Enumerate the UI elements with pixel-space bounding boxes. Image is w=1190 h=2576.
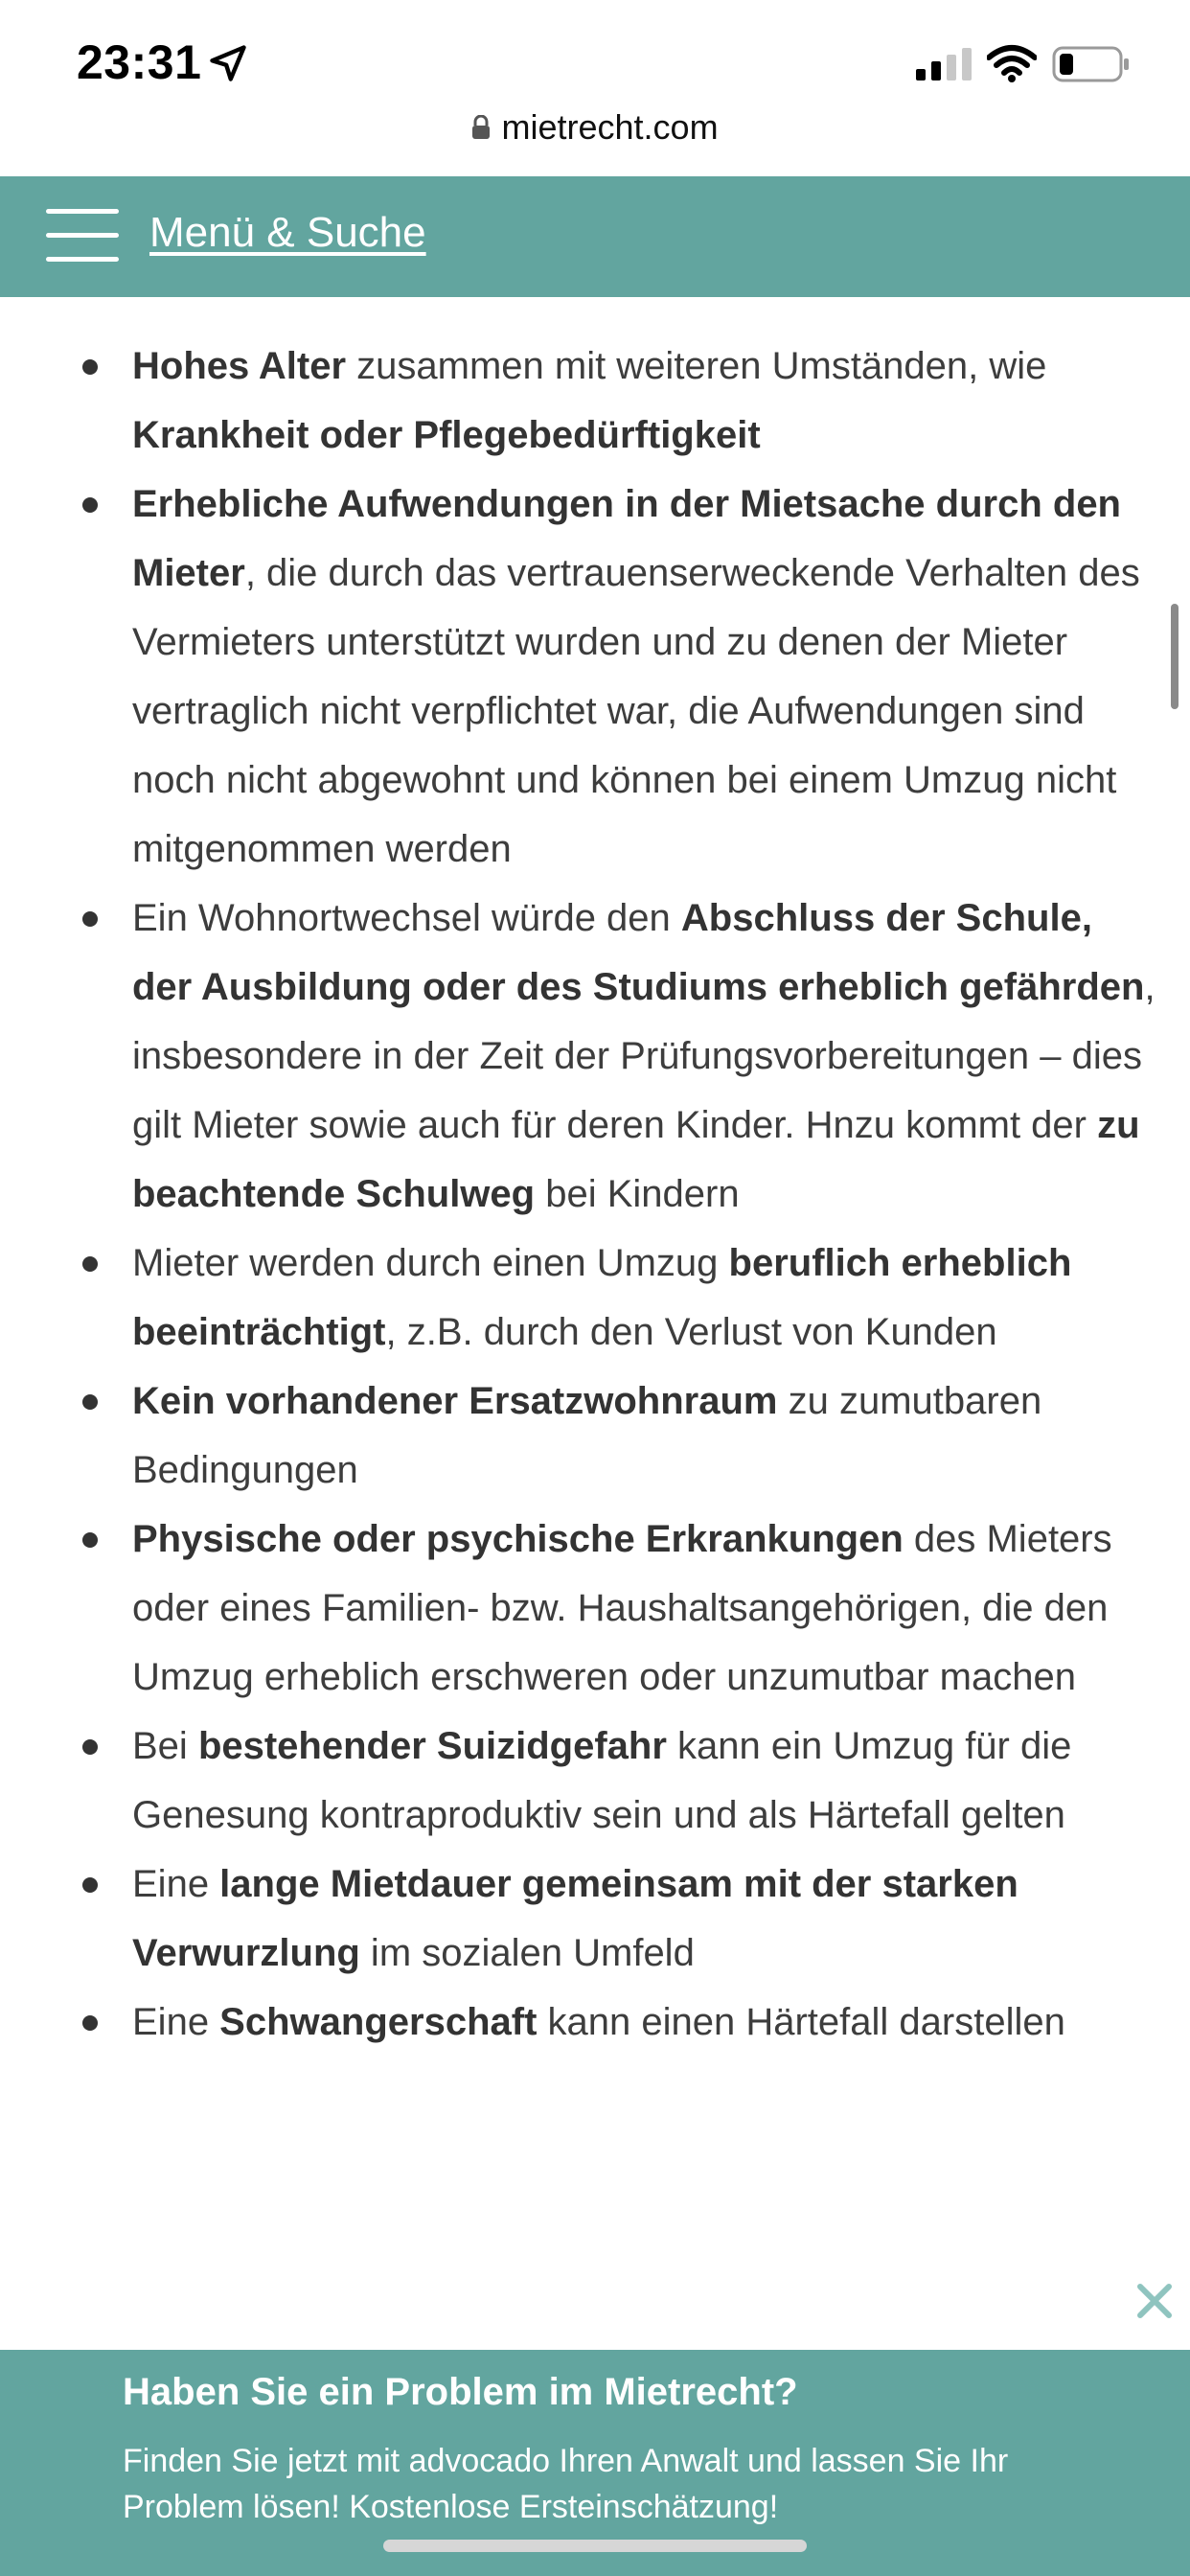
close-icon[interactable] — [1133, 2279, 1177, 2323]
status-bar — [0, 0, 1190, 147]
status-time: 23:31 — [77, 35, 202, 89]
bullet-icon — [82, 2015, 98, 2031]
list-item — [0, 470, 1190, 884]
list-item — [0, 1505, 1190, 1712]
list-item — [0, 1229, 1190, 1367]
text: bei Kindern — [535, 1173, 740, 1215]
location-arrow-icon — [207, 42, 249, 84]
bold-text: Krankheit oder Pflegebedürftigkeit — [132, 414, 761, 456]
text: zusammen mit weiteren Umständen, wie — [346, 345, 1047, 387]
text: des Mieters oder eines Familien- bzw. Haushaltsangehörigen, die den Umzug erheblich erschweren oder unzumutbar machen — [132, 1518, 1112, 1698]
text: Eine — [132, 1863, 220, 1905]
text: Bei — [132, 1725, 198, 1767]
bullet-icon — [82, 359, 98, 375]
banner-text: Finden Sie jetzt mit advocado Ihren Anwalt und lassen Sie Ihr Problem lösen! Kostenlose Ersteinschätzung! — [123, 2443, 1009, 2525]
hardship-list — [0, 332, 1190, 2057]
bold-text: Hohes Alter — [132, 345, 347, 387]
text: Eine — [132, 2001, 220, 2043]
list-item — [0, 884, 1190, 1229]
bold-text: Abschluss der Schule, der Ausbildung oder des Studiums erheblich gefährden — [132, 897, 1145, 1008]
bold-text: bestehender Suizidgefahr — [197, 1725, 667, 1767]
text: , die durch das vertrauenserweckende Verhalten des Vermieters unterstützt wurden und zu denen der Mieter vertraglich nicht verpflichtet war, die Aufwendungen sind noch nicht abgewohnt und können bei einem Umzug nicht mitgenommen werden — [132, 552, 1140, 870]
hamburger-menu-icon[interactable] — [46, 209, 119, 264]
home-indicator — [383, 2540, 807, 2552]
text: , insbesondere in der Zeit der Prüfungsvorbereitungen – dies gilt Mieter sowie auch für deren Kinder. Hnzu kommt der — [132, 966, 1156, 1146]
bold-text: Kein vorhandener Ersatzwohnraum — [132, 1380, 778, 1422]
bold-text: Physische oder psychische Erkrankungen — [132, 1518, 904, 1560]
bullet-icon — [82, 1532, 98, 1548]
lock-icon — [471, 115, 491, 140]
text: zu zumutbaren Bedingungen — [132, 1380, 1042, 1491]
menu-search-link[interactable]: Menü & Suche — [149, 209, 426, 256]
text: kann einen Härtefall darstellen — [537, 2001, 1065, 2043]
url-text: mietrecht.com — [501, 107, 719, 147]
list-item — [0, 1988, 1190, 2057]
bullet-icon — [82, 497, 98, 513]
bullet-icon — [82, 911, 98, 927]
text: kann ein Umzug für die Genesung kontraproduktiv sein und als Härtefall gelten — [132, 1725, 1072, 1836]
list-item — [0, 1850, 1190, 1988]
list-item — [0, 1367, 1190, 1505]
address-bar[interactable] — [0, 107, 1190, 174]
text: Mieter werden durch einen Umzug — [132, 1242, 729, 1284]
cellular-signal-icon — [916, 48, 972, 80]
bold-text: lange Mietdauer gemeinsam mit der starken Verwurzlung — [132, 1863, 1018, 1974]
list-item — [0, 1712, 1190, 1850]
bold-text: beruflich erheblich beeinträchtigt — [132, 1242, 1072, 1353]
article-content — [0, 297, 1190, 2350]
text: , z.B. durch den Verlust von Kunden — [385, 1311, 997, 1353]
bullet-icon — [82, 1739, 98, 1755]
bold-text: Erhebliche Aufwendungen in der Mietsache durch den Mieter — [132, 483, 1121, 594]
battery-icon — [1052, 46, 1131, 82]
bullet-icon — [82, 1256, 98, 1272]
banner-title: Haben Sie ein Problem im Mietrecht? — [123, 2371, 798, 2413]
bold-text: zu beachtende Schulweg — [132, 1104, 1140, 1215]
list-item — [0, 332, 1190, 470]
scrollbar[interactable] — [1171, 604, 1179, 709]
bold-text: Schwangerschaft — [219, 2001, 538, 2043]
bullet-icon — [82, 1877, 98, 1893]
text: Ein Wohnortwechsel würde den — [132, 897, 681, 939]
bullet-icon — [82, 1394, 98, 1410]
site-header — [0, 176, 1190, 297]
wifi-icon — [987, 44, 1037, 82]
text: im sozialen Umfeld — [359, 1932, 695, 1974]
